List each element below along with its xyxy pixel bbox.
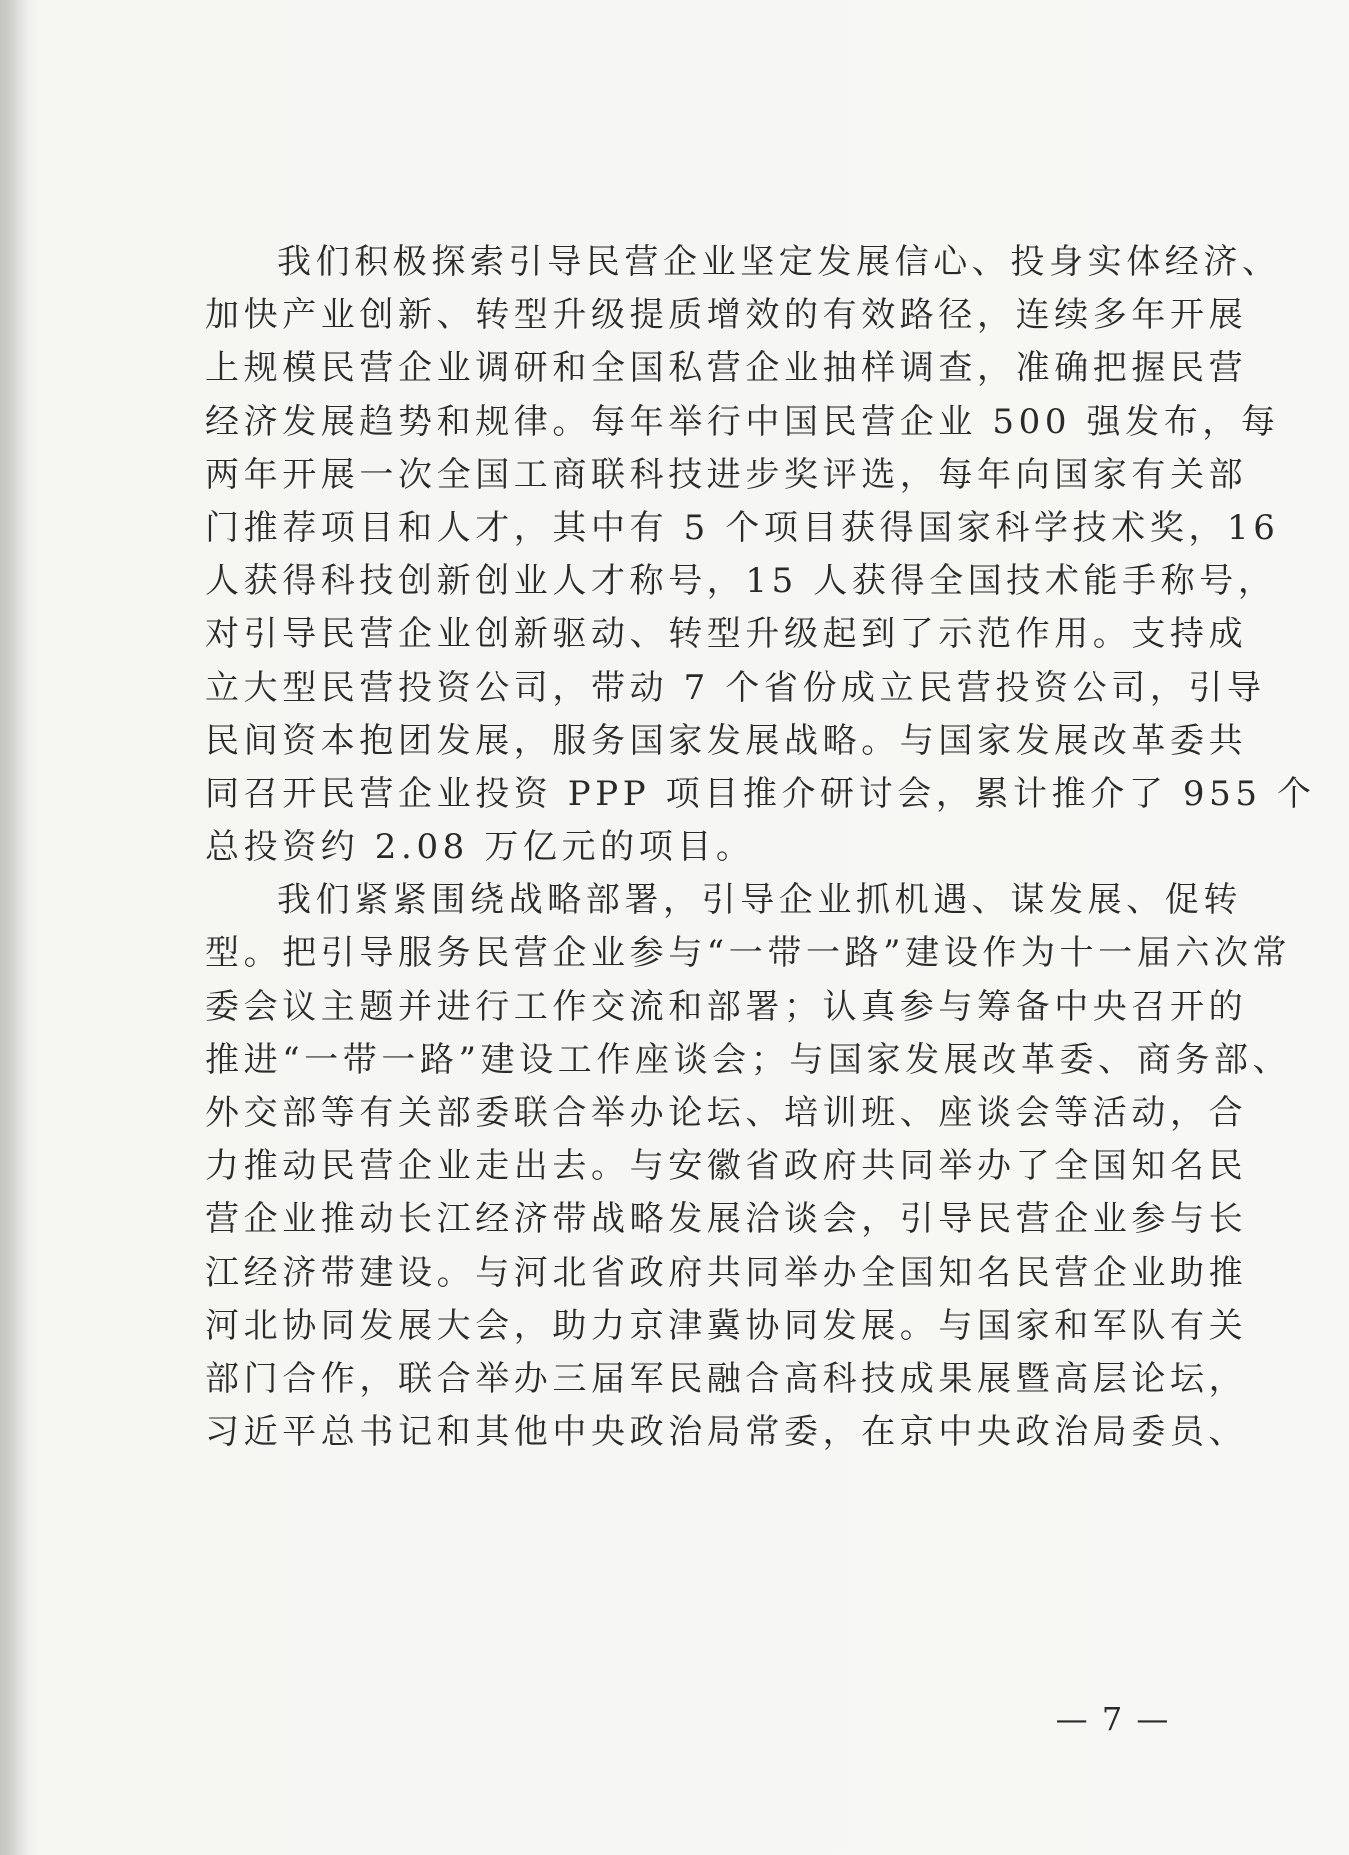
page-number: — 7 —	[1055, 1700, 1171, 1738]
paragraph-1-line-4: 经济发展趋势和规律。每年举行中国民营企业 500 强发布，每	[205, 401, 1280, 442]
paragraph-1-line-5: 两年开展一次全国工商联科技进步奖评选，每年向国家有关部	[205, 454, 1248, 495]
paragraph-2-line-7: 营企业推动长江经济带战略发展洽谈会，引导民营企业参与长	[205, 1199, 1248, 1240]
paragraph-1-line-6: 门推荐项目和人才，其中有 5 个项目获得国家科学技术奖，16	[205, 507, 1280, 548]
paragraph-2-line-5: 外交部等有关部委联合举办论坛、培训班、座谈会等活动，合	[205, 1093, 1248, 1133]
paragraph-1-line-3: 上规模民营企业调研和全国私营企业抽样调查，准确把握民营	[205, 348, 1248, 389]
paragraph-2-line-1: 我们紧紧围绕战略部署，引导企业抓机遇、谋发展、促转	[277, 880, 1242, 921]
paragraph-1-line-1: 我们积极探索引导民营企业坚定发展信心、投身实体经济、	[277, 242, 1281, 282]
paragraph-1-line-2: 加快产业创新、转型升级提质增效的有效路径，连续多年开展	[205, 295, 1248, 336]
paragraph-1-line-9: 立大型民营投资公司，带动 7 个省份成立民营投资公司，引导	[205, 667, 1266, 708]
paragraph-2-line-6: 力推动民营企业走出去。与安徽省政府共同举办了全国知名民	[205, 1146, 1248, 1187]
paragraph-1-line-12: 总投资约 2.08 万亿元的项目。	[205, 827, 755, 868]
paragraph-2-line-9: 河北协同发展大会，助力京津冀协同发展。与国家和军队有关	[205, 1305, 1248, 1346]
paragraph-2-line-4: 推进“一带一路”建设工作座谈会；与国家发展改革委、商务部、	[205, 1039, 1292, 1080]
paragraph-2-line-3: 委会议主题并进行工作交流和部署；认真参与筹备中央召开的	[205, 986, 1248, 1027]
paragraph-2-line-11: 习近平总书记和其他中央政治局常委，在京中央政治局委员、	[205, 1412, 1248, 1453]
paragraph-2-line-8: 江经济带建设。与河北省政府共同举办全国知名民营企业助推	[205, 1252, 1248, 1293]
paragraph-1-line-10: 民间资本抱团发展，服务国家发展战略。与国家发展改革委共	[205, 720, 1248, 761]
paragraph-2-line-2: 型。把引导服务民营企业参与“一带一路”建设作为十一届六次常	[205, 933, 1292, 974]
binding-shadow	[0, 0, 28, 1855]
paragraph-1-line-8: 对引导民营企业创新驱动、转型升级起到了示范作用。支持成	[205, 614, 1248, 655]
body-text	[205, 236, 1316, 1459]
paragraph-1-line-11: 同召开民营企业投资 PPP 项目推介研讨会，累计推介了 955 个	[205, 773, 1316, 814]
paragraph-2-line-10: 部门合作，联合举办三届军民融合高科技成果展暨高层论坛，	[205, 1358, 1248, 1399]
paragraph-1-line-7: 人获得科技创新创业人才称号，15 人获得全国技术能手称号，	[205, 561, 1277, 602]
